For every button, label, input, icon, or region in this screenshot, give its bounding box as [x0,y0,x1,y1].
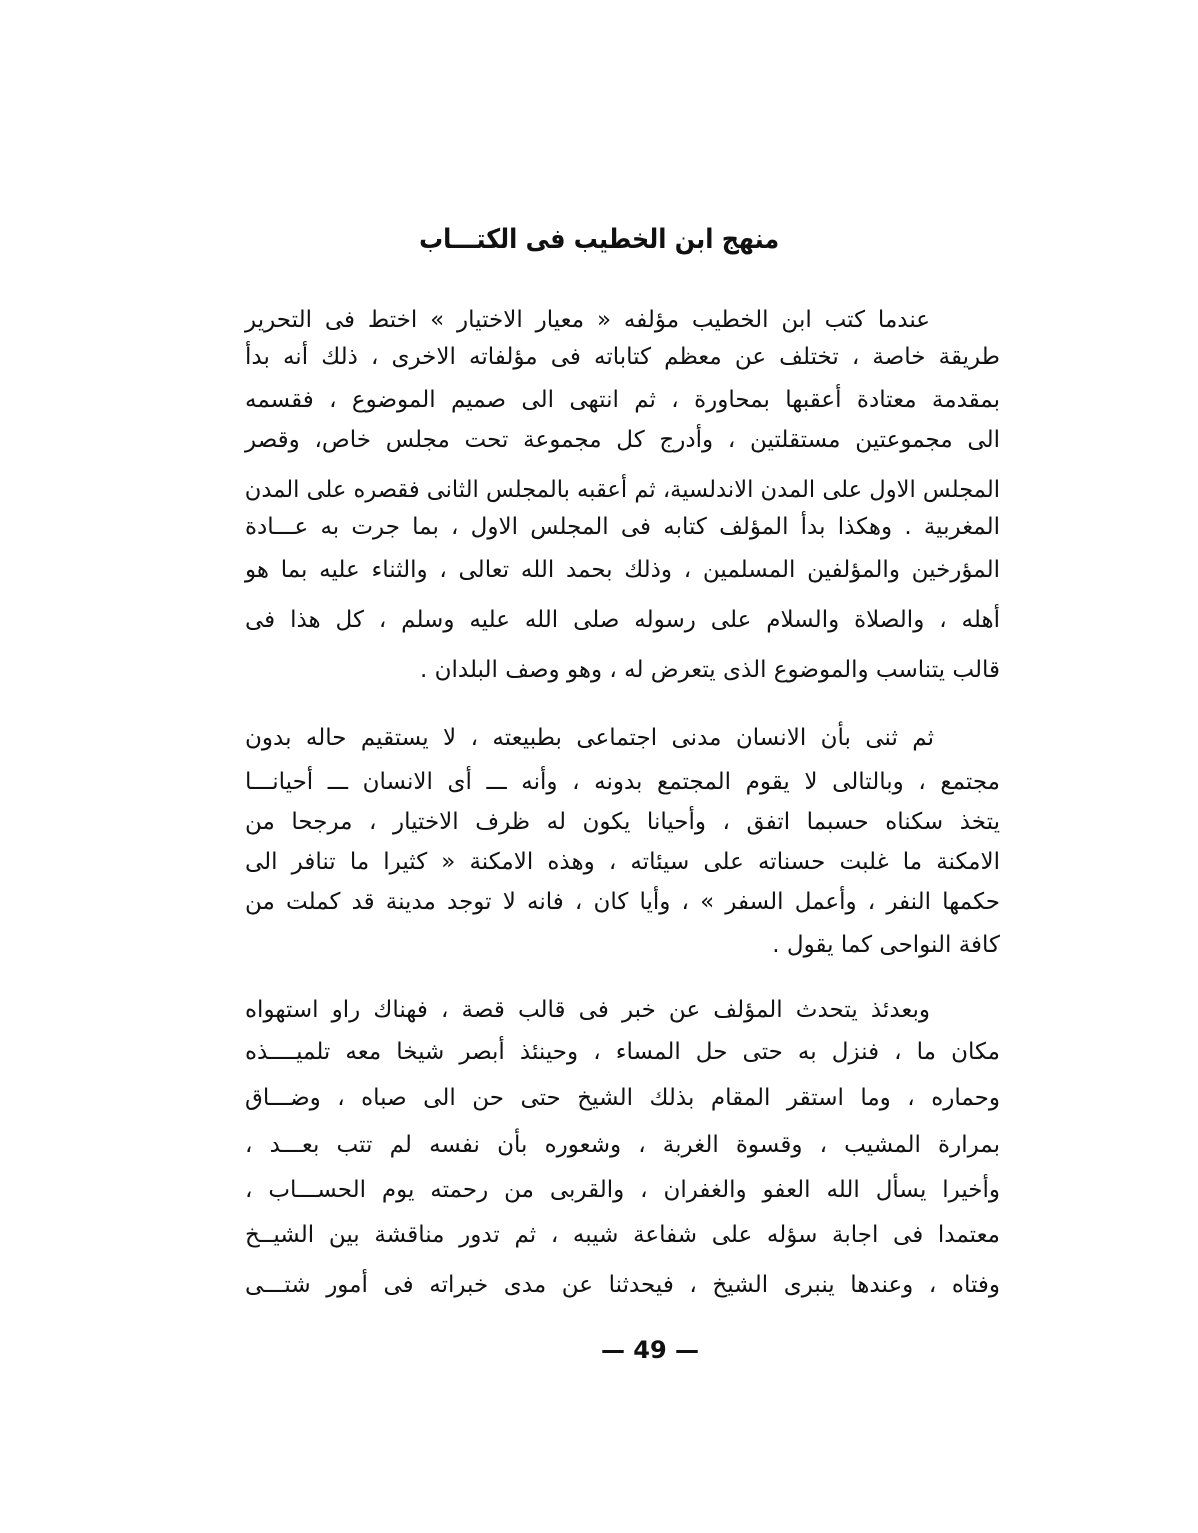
paragraph-line: بمرارة المشيب ، وقسوة الغربة ، وشعوره بأن نفسه لم تتب بعـــد ، [245,1132,1000,1158]
paragraph-line: المغربية . وهكذا بدأ المؤلف كتابه فى المجلس الاول ، بما جرت به عـــادة [245,514,1000,540]
paragraph-line: وحماره ، وما استقر المقام بذلك الشيخ حتى حن الى صباه ، وضـــاق [245,1085,1000,1111]
paragraph-line: طريقة خاصة ، تختلف عن معظم كتاباته فى مؤلفاته الاخرى ، ذلك أنه بدأ [245,344,1000,370]
paragraph-line: وفتاه ، وعندها ينبرى الشيخ ، فيحدثنا عن مدى خبراته فى أمور شتـــى [245,1272,1000,1298]
paragraph-line: المؤرخين والمؤلفين المسلمين ، وذلك بحمد الله تعالى ، والثناء عليه بما هو [245,557,1000,583]
paragraph-line: مكان ما ، فنزل به حتى حل المساء ، وحينئذ أبصر شيخا معه تلميــــذه [245,1039,1000,1065]
paragraph-line: وبعدئذ يتحدث المؤلف عن خبر فى قالب قصة ، فهناك راو استهواه [245,997,930,1023]
paragraph-line: معتمدا فى اجابة سؤله على شفاعة شيبه ، ثم تدور مناقشة بين الشيــخ [245,1222,1000,1248]
paragraph-line: وأخيرا يسأل الله العفو والغفران ، والقربى من رحمته يوم الحســـاب ، [245,1177,1000,1203]
paragraph-line: بمقدمة معتادة أعقبها بمحاورة ، ثم انتهى الى صميم الموضوع ، فقسمه [245,387,1000,413]
paragraph-line: الامكنة ما غلبت حسناته على سيئاته ، وهذه الامكنة « كثيرا ما تنافر الى [245,849,1000,875]
paragraph-line: أهله ، والصلاة والسلام على رسوله صلى الله عليه وسلم ، كل هذا فى [245,607,1000,633]
paragraph-line: حكمها النفر ، وأعمل السفر » ، وأيا كان ، فانه لا توجد مدينة قد كملت من [245,889,1000,915]
paragraph-line: يتخذ سكناه حسبما اتفق ، وأحيانا يكون له ظرف الاختيار ، مرجحا من [245,809,1000,835]
paragraph-line: المجلس الاول على المدن الاندلسية، ثم أعقبه بالمجلس الثانى فقصره على المدن [244,477,1001,503]
chapter-title: منهج ابن الخطيب فى الكتـــاب [419,224,780,255]
paragraph-line: ثم ثنى بأن الانسان مدنى اجتماعى بطبيعته ، لا يستقيم حاله بدون [245,725,934,751]
paragraph-line: عندما كتب ابن الخطيب مؤلفه « معيار الاختيار » اختط فى التحرير [245,307,930,333]
paragraph-line: كافة النواحى كما يقول . [772,932,1000,958]
paragraph-line: قالب يتناسب والموضوع الذى يتعرض له ، وهو وصف البلدان . [419,657,1000,683]
page-number: — 49 — [600,1336,700,1364]
paragraph-line: مجتمع ، وبالتالى لا يقوم المجتمع بدونه ، وأنه ـــ أى الانسان ـــ أحيانـــا [245,769,1000,795]
paragraph-line: الى مجموعتين مستقلتين ، وأدرج كل مجموعة تحت مجلس خاص، وقصر [245,427,1000,453]
